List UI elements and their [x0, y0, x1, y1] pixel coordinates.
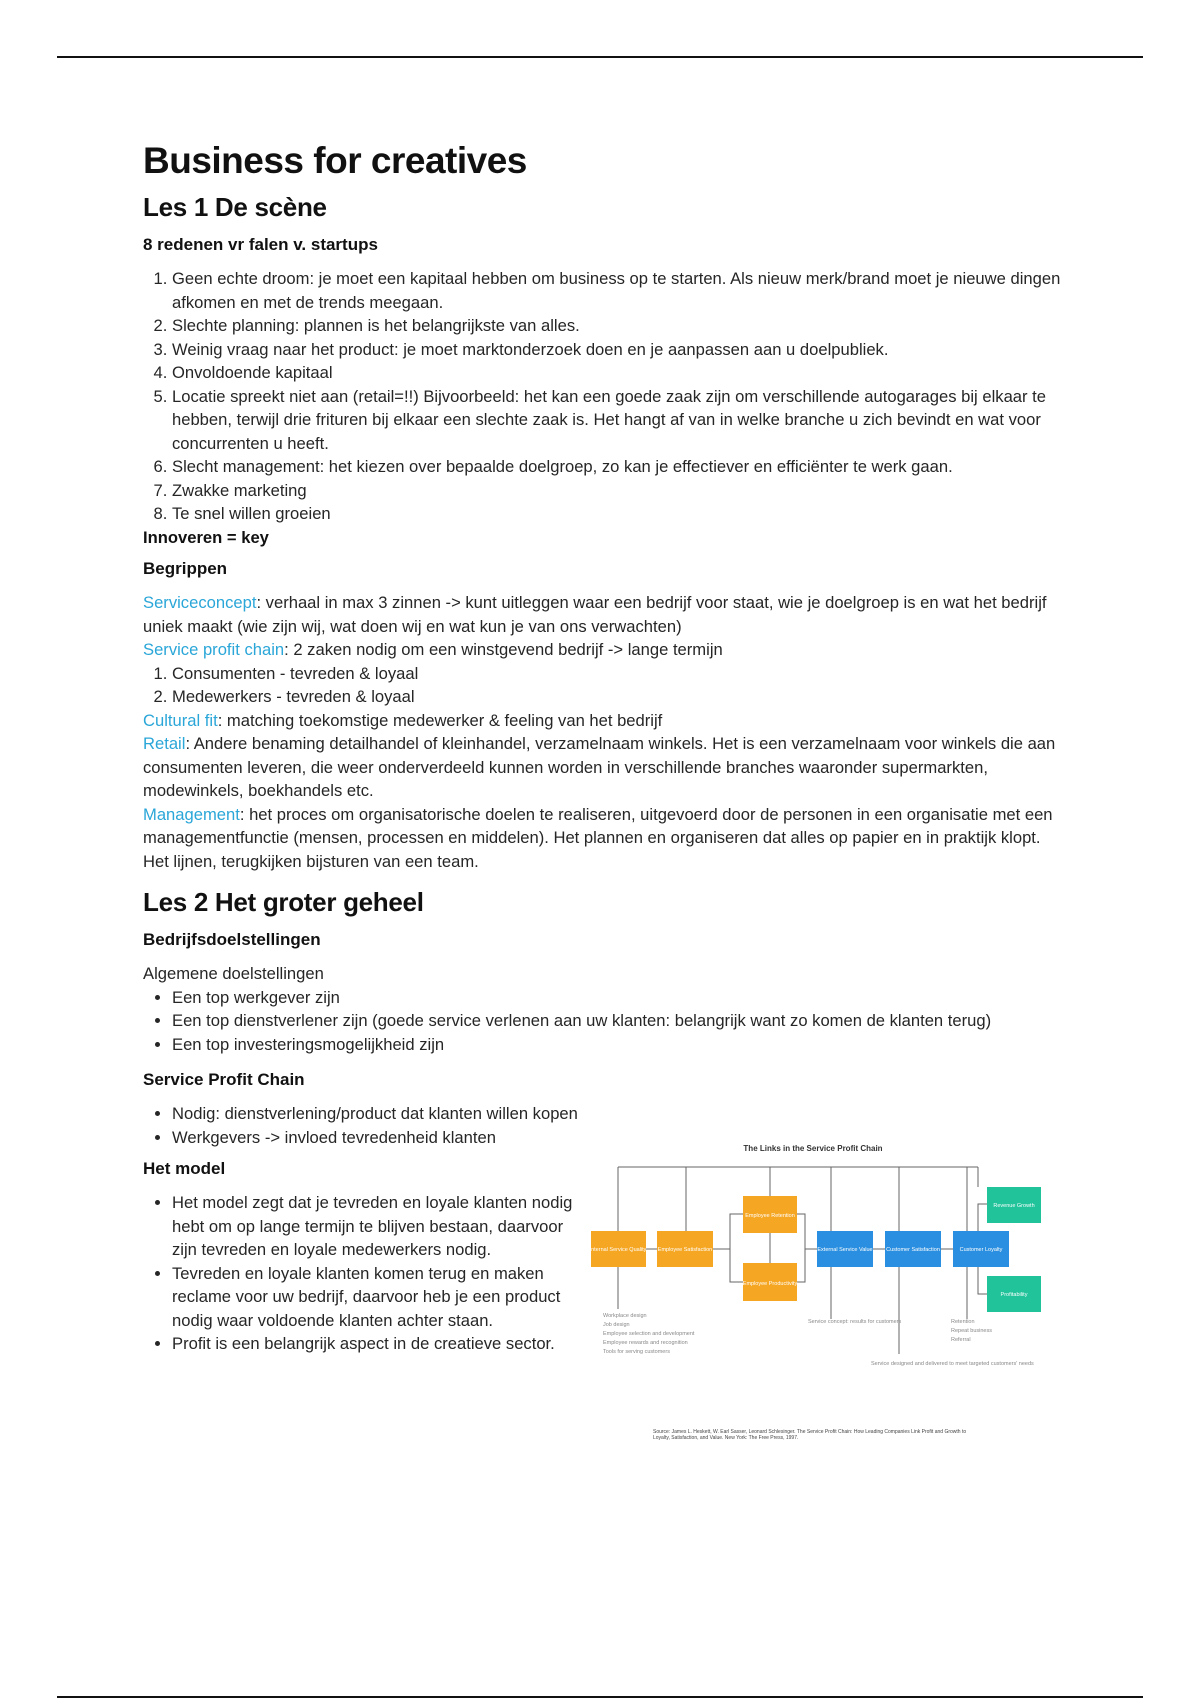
- subheading-service-profit-chain: Service Profit Chain: [143, 1070, 305, 1089]
- subheading-redenen: 8 redenen vr falen v. startups: [143, 235, 378, 254]
- algemene-doelstellingen: Algemene doelstellingen: [143, 964, 324, 983]
- list-item: 2. Slechte planning: plannen is het belangrijkste van alles.: [172, 314, 1063, 338]
- list-item: 8. Te snel willen groeien: [172, 502, 1063, 526]
- label-customer-loyalty: Customer Loyalty: [959, 1247, 1003, 1253]
- definition-management: Management: het proces om organisatorische doelen te realiseren, uitgevoerd door de personen in een organisatie met een managementfunctie (mensen, processen en middelen). Het plannen en organiseren dat alles op papier en in praktijk klopt. Het lijnen, terugkijken bijsturen van een team.: [143, 804, 1053, 871]
- definition-service-profit-chain: Service profit chain: 2 zaken nodig om een winstgevend bedrijf -> lange termijn: [143, 640, 723, 659]
- service-profit-chain-diagram: [583, 1139, 1043, 1469]
- top-rule: [57, 56, 1143, 58]
- subheading-het-model: Het model: [143, 1159, 226, 1178]
- note-right: Repeat business: [951, 1328, 992, 1334]
- term-service-profit-chain: Service profit chain: [143, 640, 285, 659]
- definition-serviceconcept: Serviceconcept: verhaal in max 3 zinnen -> kunt uitleggen waar een bedrijf voor staat, wie je doelgroep is en wat het bedrijf uniek maakt (wie zijn wij, wat doen wij en wat kun je van ons verwachten): [143, 593, 1047, 636]
- label-revenue-growth: Revenue Growth: [993, 1203, 1035, 1209]
- list-item: • Nodig: dienstverlening/product dat klanten willen kopen: [172, 1102, 1063, 1126]
- note-left: Workplace design: [603, 1313, 647, 1319]
- list-item: • Werkgevers -> invloed tevredenheid klanten: [172, 1126, 1063, 1150]
- label-employee-retention: Employee Retention: [745, 1213, 795, 1219]
- list-item: • Het model zegt dat je tevreden en loyale klanten nodig hebt om op lange termijn te blijven bestaan, daarvoor zijn tevreden en loyale medewerkers nodig.: [172, 1191, 583, 1262]
- list-item: • Een top dienstverlener zijn (goede service verlenen aan uw klanten: belangrijk want zo komen de klanten terug): [172, 1009, 1063, 1033]
- page-title: Business for creatives: [143, 140, 527, 181]
- spc-list: [143, 662, 1063, 709]
- innoveren-line: Innoveren = key: [143, 527, 269, 547]
- note-left: Job design: [603, 1322, 630, 1328]
- section-heading-les1: Les 1 De scène: [143, 192, 327, 222]
- list-item: 6. Slecht management: het kiezen over bepaalde doelgroep, zo kan je effectiever en efficiënter te werk gaan.: [172, 455, 1063, 479]
- diagram-notes: [603, 1313, 1034, 1367]
- label-profitability: Profitability: [1000, 1292, 1028, 1298]
- term-cultural-fit: Cultural fit: [143, 710, 218, 730]
- list-item: 7. Zwakke marketing: [172, 479, 1063, 503]
- subheading-bedrijfsdoelstellingen: Bedrijfsdoelstellingen: [143, 930, 321, 949]
- note-right: Retention: [951, 1319, 975, 1325]
- note-left: Employee rewards and recognition: [603, 1340, 688, 1346]
- subheading-begrippen: Begrippen: [143, 559, 228, 578]
- model-section: [143, 1144, 1063, 1441]
- list-item: • Een top werkgever zijn: [172, 986, 1063, 1010]
- label-external-service-value: External Service Value: [817, 1247, 873, 1253]
- term-management: Management: [143, 804, 240, 824]
- note-left: Tools for serving customers: [603, 1349, 670, 1355]
- label-employee-productivity: Employee Productivity: [742, 1281, 798, 1287]
- list-item: 3. Weinig vraag naar het product: je moet marktonderzoek doen en je aanpassen aan u doelpubliek.: [172, 338, 1063, 362]
- doelstellingen-list: [143, 986, 1063, 1057]
- note-mid: Service concept: results for customers: [808, 1319, 902, 1325]
- list-item: 5. Locatie spreekt niet aan (retail=!!) Bijvoorbeeld: het kan een goede zaak zijn om verschillende autogarages bij elkaar te hebben, terwijl drie frituren bij elkaar een slechte zaak is. Het hangt af van in welke branche u zich bevindt en wat voor concurrenten u heeft.: [172, 385, 1063, 456]
- term-serviceconcept: Serviceconcept: [143, 593, 257, 612]
- list-item: 1. Geen echte droom: je moet een kapitaal hebben om business op te starten. Als nieuw merk/brand moet je nieuwe dingen afkomen en met de trends meegaan.: [172, 267, 1063, 314]
- bottom-rule: [57, 1696, 1143, 1698]
- model-list: [143, 1191, 583, 1356]
- note-left: Employee selection and development: [603, 1331, 695, 1337]
- list-item: 4. Onvoldoende kapitaal: [172, 361, 1063, 385]
- diagram-source: Source: James L. Heskett, W. Earl Sasser, Leonard Schlesinger. The Service Profit Chain: How Leading Companies Link Profit and Growth to Loyalty, Satisfaction, and Value. New York: The Free Press, 1997.: [653, 1429, 967, 1441]
- document-body: [143, 140, 1063, 1441]
- label-employee-satisfaction: Employee Satisfaction: [657, 1247, 713, 1253]
- note-mid2: Service designed and delivered to meet targeted customers' needs: [871, 1361, 1034, 1367]
- reasons-list: [143, 267, 1063, 526]
- list-item: 2. Medewerkers - tevreden & loyaal: [172, 685, 1063, 709]
- label-customer-satisfaction: Customer Satisfaction: [886, 1247, 940, 1253]
- list-item: 1. Consumenten - tevreden & loyaal: [172, 662, 1063, 686]
- list-item: • Een top investeringsmogelijkheid zijn: [172, 1033, 1063, 1057]
- note-right: Referral: [951, 1337, 971, 1343]
- term-retail: Retail: [143, 734, 186, 753]
- diagram-title: The Links in the Service Profit Chain: [743, 1144, 883, 1153]
- section-heading-les2: Les 2 Het groter geheel: [143, 887, 424, 917]
- list-item: • Profit is een belangrijk aspect in de creatieve sector.: [172, 1332, 583, 1356]
- label-internal-service-quality: Internal Service Quality: [589, 1247, 647, 1253]
- list-item: • Tevreden en loyale klanten komen terug en maken reclame voor uw bedrijf, daarvoor heb je een product nodig waar voldoende klanten achter staan.: [172, 1262, 583, 1333]
- definition-retail: Retail: Andere benaming detailhandel of kleinhandel, verzamelnaam winkels. Het is een verzamelnaam voor winkels die aan consumenten leveren, die weer onderverdeeld kunnen worden in verschillende branches waaronder supermarkten, modewinkels, boekhandels etc.: [143, 734, 1056, 800]
- definition-cultural-fit: Cultural fit: matching toekomstige medewerker & feeling van het bedrijf: [143, 710, 663, 730]
